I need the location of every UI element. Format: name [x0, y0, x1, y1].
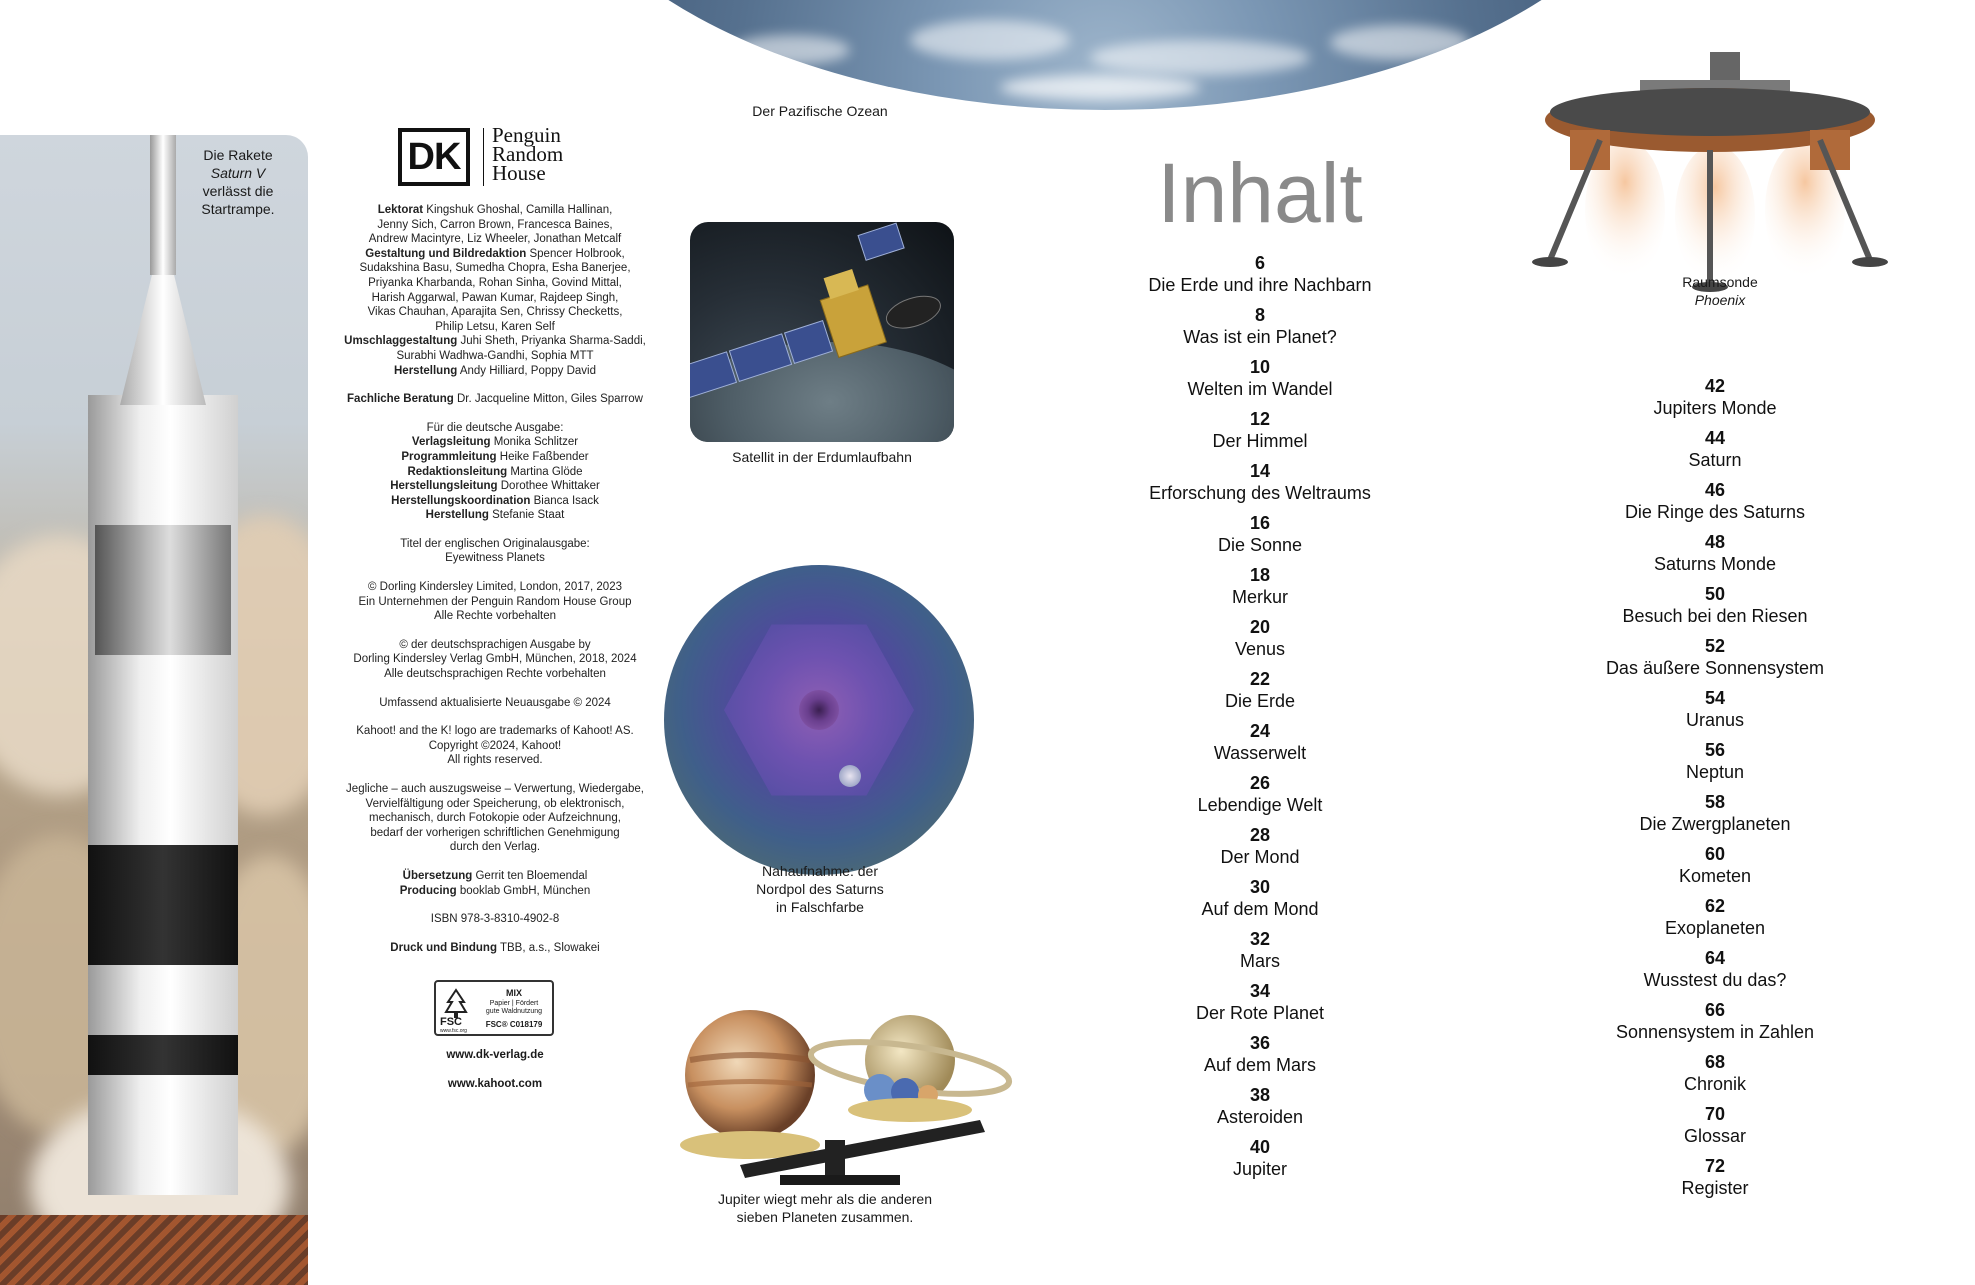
toc-page-number: 68: [1704, 1052, 1726, 1072]
toc-page-number: 62: [1704, 896, 1726, 916]
credits-names: Stefanie Staat: [488, 509, 565, 522]
toc-entry[interactable]: [1080, 304, 1440, 348]
credits-paragraph: [320, 724, 670, 768]
credits-names: Heike Faßbender: [496, 450, 589, 463]
toc-entry[interactable]: [1535, 1103, 1895, 1147]
credits-line: [320, 232, 670, 247]
toc-entry[interactable]: [1080, 1136, 1440, 1180]
credits-role: Fachliche Beratung: [347, 393, 454, 406]
toc-entry[interactable]: [1535, 687, 1895, 731]
credits-line: [320, 291, 670, 306]
toc-entry[interactable]: [1080, 928, 1440, 972]
credits-names: Priyanka Kharbanda, Rohan Sinha, Govind Mittal,: [368, 276, 622, 289]
credits-names: Eyewitness Planets: [445, 552, 545, 565]
toc-entry[interactable]: [1535, 739, 1895, 783]
toc-entry[interactable]: [1080, 564, 1440, 608]
toc-chapter-title: Lebendige Welt: [1197, 795, 1323, 815]
credits-names: Für die deutsche Ausgabe:: [426, 421, 564, 434]
credits-line: [320, 696, 670, 711]
credits-names: ISBN 978-3-8310-4902-8: [430, 913, 560, 926]
credits-names: Vikas Chauhan, Aparajita Sen, Chrissy Checketts,: [367, 306, 623, 319]
fsc-line1: Papier | Fördert: [489, 1000, 539, 1007]
toc-entry[interactable]: [1080, 356, 1440, 400]
rocket-caption: [182, 146, 294, 218]
credits-names: All rights reserved.: [447, 754, 543, 767]
rocket-caption-line: Startrampe.: [201, 201, 275, 217]
toc-chapter-title: Asteroiden: [1216, 1107, 1304, 1127]
credits-names: Vervielfältigung oder Speicherung, ob elektronisch,: [365, 797, 625, 810]
toc-chapter-title: Mars: [1240, 951, 1280, 971]
rocket-caption-line: Die Rakete: [203, 147, 273, 163]
toc-chapter-title: Jupiters Monde: [1653, 398, 1777, 418]
credits-line: [320, 667, 670, 682]
credits-line: [320, 218, 670, 233]
credits-names: Bianca Isack: [530, 494, 599, 507]
credits-line: [320, 580, 670, 595]
credits-paragraph: [320, 912, 670, 927]
toc-page-number: 54: [1704, 688, 1726, 708]
credits-line: [320, 652, 670, 667]
toc-entry[interactable]: [1080, 668, 1440, 712]
toc-page-number: 72: [1704, 1156, 1726, 1176]
credits-line: [320, 494, 670, 509]
toc-chapter-title: Die Sonne: [1217, 535, 1303, 555]
toc-chapter-title: Die Erde und ihre Nachbarn: [1148, 275, 1372, 295]
toc-chapter-title: Venus: [1234, 639, 1286, 659]
credits-line: [320, 261, 670, 276]
toc-entry[interactable]: [1080, 1084, 1440, 1128]
toc-page-number: 42: [1704, 376, 1726, 396]
toc-page-number: 34: [1249, 981, 1271, 1001]
credits-line: [320, 349, 670, 364]
fsc-mix: MIX: [505, 988, 522, 998]
fsc-logo: [434, 980, 554, 1036]
toc-chapter-title: Auf dem Mond: [1201, 899, 1319, 919]
credits-line: [320, 508, 670, 523]
toc-entry[interactable]: [1080, 252, 1440, 296]
toc-page-number: 52: [1704, 636, 1726, 656]
toc-entry[interactable]: [1080, 824, 1440, 868]
credits-names: Juhi Sheth, Priyanka Sharma-Saddi,: [457, 335, 646, 348]
toc-entry[interactable]: [1080, 616, 1440, 660]
caption-italic: Phoenix: [1694, 292, 1746, 308]
jupiter-scale-image: [680, 1000, 1020, 1190]
credits-line: [320, 320, 670, 335]
credits-line: [320, 551, 670, 566]
credits-names: Dorling Kindersley Verlag GmbH, München, 2018, 2024: [353, 653, 637, 666]
credits-names: © der deutschsprachigen Ausgabe by: [399, 638, 591, 651]
fsc-line2: gute Waldnutzung: [485, 1008, 543, 1015]
toc-chapter-title: Register: [1681, 1178, 1749, 1198]
credits-names: TBB, a.s., Slowakei: [496, 941, 600, 954]
credits-line: [320, 609, 670, 624]
toc-chapter-title: Der Himmel: [1212, 431, 1308, 451]
credits-names: Umfassend aktualisierte Neuausgabe © 2024: [379, 696, 611, 709]
credits-names: Surabhi Wadhwa-Gandhi, Sophia MTT: [396, 349, 594, 362]
toc-page-number: 66: [1704, 1000, 1726, 1020]
toc-chapter-title: Besuch bei den Riesen: [1622, 606, 1808, 626]
credits-role: Redaktionsleitung: [407, 465, 508, 478]
credits-names: Andy Hilliard, Poppy David: [457, 364, 596, 377]
credits-line: [320, 450, 670, 465]
credits-role: Herstellungsleitung: [390, 480, 498, 493]
toc-chapter-title: Uranus: [1685, 710, 1745, 730]
imprint-credits: [320, 203, 670, 969]
toc-entry[interactable]: [1535, 479, 1895, 523]
toc-page-number: 40: [1249, 1137, 1271, 1157]
toc-right-column: [1535, 375, 1895, 1207]
fsc-site: www.fsc.org: [440, 1028, 467, 1034]
toc-entry[interactable]: [1080, 772, 1440, 816]
toc-entry[interactable]: [1535, 635, 1895, 679]
toc-page-number: 22: [1249, 669, 1271, 689]
toc-chapter-title: Merkur: [1231, 587, 1288, 607]
toc-chapter-title: Jupiter: [1232, 1159, 1288, 1179]
toc-entry[interactable]: [1535, 531, 1895, 575]
toc-chapter-title: Erforschung des Weltraums: [1149, 483, 1371, 503]
toc-page-number: 46: [1704, 480, 1726, 500]
credits-line: [320, 537, 670, 552]
credits-line: [320, 638, 670, 653]
credits-names: Spencer Holbrook,: [526, 247, 625, 260]
credits-line: [320, 435, 670, 450]
credits-paragraph: [320, 392, 670, 407]
toc-chapter-title: Saturns Monde: [1653, 554, 1777, 574]
credits-line: [320, 247, 670, 262]
credits-role: Übersetzung: [402, 869, 473, 882]
toc-chapter-title: Die Erde: [1224, 691, 1296, 711]
credits-paragraph: [320, 203, 670, 378]
credits-names: Alle Rechte vorbehalten: [433, 610, 557, 623]
toc-page-number: 16: [1249, 513, 1271, 533]
credits-names: Andrew Macintyre, Liz Wheeler, Jonathan Metcalf: [368, 233, 622, 246]
caption-line: Raumsonde: [1682, 274, 1758, 290]
toc-page-number: 58: [1704, 792, 1726, 812]
credits-names: Alle deutschsprachigen Rechte vorbehalten: [384, 668, 606, 681]
credits-line: [320, 595, 670, 610]
rocket-caption-line: verlässt die: [202, 183, 274, 199]
toc-page-number: 10: [1249, 357, 1271, 377]
credits-line: [320, 392, 670, 407]
toc-entry[interactable]: [1535, 375, 1895, 419]
toc-page-number: 28: [1249, 825, 1271, 845]
credits-line: [320, 305, 670, 320]
toc-chapter-title: Auf dem Mars: [1203, 1055, 1317, 1075]
credits-line: [320, 203, 670, 218]
credits-line: [320, 941, 670, 956]
credits-paragraph: [320, 782, 670, 855]
kahoot-link[interactable]: www.kahoot.com: [447, 1078, 543, 1090]
toc-entry[interactable]: [1080, 876, 1440, 920]
toc-chapter-title: Das äußere Sonnensystem: [1605, 658, 1825, 678]
toc-chapter-title: Saturn: [1688, 450, 1742, 470]
credits-names: Kahoot! and the K! logo are trademarks of Kahoot! AS.: [356, 725, 634, 738]
satellite-image: [690, 222, 954, 442]
toc-chapter-title: Wasserwelt: [1213, 743, 1307, 763]
credits-line: [320, 364, 670, 379]
toc-chapter-title: Der Mond: [1220, 847, 1300, 867]
toc-page-number: 18: [1249, 565, 1271, 585]
jupiter-scale-caption: [680, 1190, 970, 1226]
credits-line: [320, 782, 670, 797]
credits-names: mechanisch, durch Fotokopie oder Aufzeichnung,: [369, 812, 621, 825]
credits-names: Ein Unternehmen der Penguin Random House Group: [358, 595, 632, 608]
prh-line: Penguin: [492, 123, 561, 147]
credits-role: Herstellungskoordination: [391, 494, 531, 507]
toc-left-column: [1080, 252, 1440, 1188]
credits-role: Herstellung: [394, 364, 458, 377]
credits-role: Herstellung: [425, 509, 489, 522]
toc-chapter-title: Was ist ein Planet?: [1183, 327, 1337, 347]
toc-page-number: 24: [1249, 721, 1271, 741]
toc-entry[interactable]: [1080, 1032, 1440, 1076]
toc-entry[interactable]: [1080, 512, 1440, 556]
caption-line: sieben Planeten zusammen.: [736, 1209, 914, 1225]
credits-paragraph: [320, 421, 670, 523]
pacific-caption: Der Pazifische Ozean: [752, 103, 888, 119]
saturn-v-rocket-image: [0, 135, 308, 1285]
toc-page-number: 26: [1249, 773, 1271, 793]
phoenix-caption: [1640, 273, 1800, 309]
toc-page-number: 38: [1249, 1085, 1271, 1105]
credits-line: [320, 797, 670, 812]
toc-page-number: 70: [1704, 1104, 1726, 1124]
toc-chapter-title: Die Ringe des Saturns: [1624, 502, 1806, 522]
credits-line: [320, 479, 670, 494]
credits-line: [320, 869, 670, 884]
credits-line: [320, 753, 670, 768]
toc-page-number: 64: [1704, 948, 1726, 968]
credits-line: [320, 421, 670, 436]
toc-entry[interactable]: [1535, 999, 1895, 1043]
credits-line: [320, 276, 670, 291]
credits-line: [320, 884, 670, 899]
toc-entry[interactable]: [1080, 460, 1440, 504]
credits-names: Dorothee Whittaker: [497, 480, 600, 493]
credits-names: Jegliche – auch auszugsweise – Verwertung, Wiedergabe,: [346, 783, 644, 795]
toc-entry[interactable]: [1535, 947, 1895, 991]
credits-paragraph: [320, 638, 670, 682]
toc-entry[interactable]: [1080, 720, 1440, 764]
logo-divider: [483, 128, 484, 186]
credits-role: Gestaltung und Bildredaktion: [365, 247, 527, 260]
toc-entry[interactable]: [1080, 980, 1440, 1024]
toc-page-number: 14: [1249, 461, 1271, 481]
caption-line: in Falschfarbe: [776, 899, 864, 915]
credits-paragraph: [320, 696, 670, 711]
credits-line: [320, 465, 670, 480]
toc-page-number: 8: [1254, 305, 1265, 325]
toc-entry[interactable]: [1535, 1155, 1895, 1199]
toc-chapter-title: Glossar: [1683, 1126, 1746, 1146]
credits-role: Programmleitung: [401, 450, 497, 463]
prh-line: House: [492, 161, 546, 185]
credits-paragraph: [320, 869, 670, 898]
fsc-brand: FSC: [440, 1016, 462, 1028]
credits-line: [320, 826, 670, 841]
credits-line: [320, 724, 670, 739]
toc-page-number: 50: [1704, 584, 1726, 604]
credits-names: Dr. Jacqueline Mitton, Giles Sparrow: [453, 393, 643, 406]
dk-logo: DK: [398, 128, 470, 186]
credits-names: bedarf der vorherigen schriftlichen Genehmigung: [370, 826, 620, 839]
toc-title: Inhalt: [1157, 146, 1363, 240]
saturn-north-pole-image: [664, 565, 974, 875]
toc-chapter-title: Der Rote Planet: [1195, 1003, 1325, 1023]
credits-names: Philip Letsu, Karen Self: [435, 320, 555, 333]
credits-paragraph: [320, 537, 670, 566]
credits-role: Verlagsleitung: [411, 436, 491, 449]
credits-paragraph: [320, 941, 670, 956]
credits-role: Producing: [399, 884, 457, 897]
credits-line: [320, 912, 670, 927]
toc-page-number: 30: [1249, 877, 1271, 897]
credits-names: Titel der englischen Originalausgabe:: [400, 537, 590, 550]
toc-page-number: 12: [1249, 409, 1271, 429]
credits-names: Martina Glöde: [507, 465, 583, 478]
saturn-pole-caption: [700, 862, 940, 916]
credits-line: [320, 840, 670, 855]
toc-entry[interactable]: [1535, 1051, 1895, 1095]
credits-names: durch den Verlag.: [449, 841, 541, 854]
toc-chapter-title: Wusstest du das?: [1643, 970, 1787, 990]
toc-chapter-title: Die Zwergplaneten: [1639, 814, 1791, 834]
toc-chapter-title: Exoplaneten: [1664, 918, 1766, 938]
credits-names: Monika Schlitzer: [490, 436, 579, 449]
toc-entry[interactable]: [1535, 791, 1895, 835]
toc-page-number: 36: [1249, 1033, 1271, 1053]
fsc-code: FSC® C018179: [485, 1020, 543, 1029]
caption-line: Nahaufnahme: der: [762, 863, 878, 879]
toc-page-number: 44: [1704, 428, 1726, 448]
penguin-random-house-logo: [492, 123, 612, 185]
earth-horizon-image: [530, 0, 1680, 110]
toc-chapter-title: Neptun: [1685, 762, 1745, 782]
toc-entry[interactable]: [1535, 895, 1895, 939]
dk-verlag-link[interactable]: www.dk-verlag.de: [446, 1049, 544, 1061]
toc-entry[interactable]: [1535, 583, 1895, 627]
toc-chapter-title: Sonnensystem in Zahlen: [1615, 1022, 1815, 1042]
toc-page-number: 20: [1249, 617, 1271, 637]
credits-names: Jenny Sich, Carron Brown, Francesca Baines,: [377, 218, 613, 231]
credits-names: Gerrit ten Bloemendal: [472, 869, 588, 882]
credits-role: Umschlaggestaltung: [344, 335, 458, 348]
toc-chapter-title: Welten im Wandel: [1187, 379, 1333, 399]
credits-paragraph: [320, 580, 670, 624]
caption-line: Nordpol des Saturns: [756, 881, 884, 897]
prh-line: Random: [492, 142, 564, 166]
toc-page-number: 6: [1254, 253, 1265, 273]
credits-line: [320, 739, 670, 754]
credits-line: [320, 334, 670, 349]
toc-entry[interactable]: [1535, 843, 1895, 887]
credits-names: Harish Aggarwal, Pawan Kumar, Rajdeep Singh,: [371, 291, 619, 304]
credits-names: Sudakshina Basu, Sumedha Chopra, Esha Banerjee,: [359, 262, 631, 275]
toc-chapter-title: Kometen: [1678, 866, 1752, 886]
toc-page-number: 56: [1704, 740, 1726, 760]
satellite-caption: Satellit in der Erdumlaufbahn: [732, 449, 912, 465]
rocket-caption-italic: Saturn V: [210, 165, 266, 181]
credits-line: [320, 811, 670, 826]
toc-chapter-title: Chronik: [1683, 1074, 1747, 1094]
toc-page-number: 32: [1249, 929, 1271, 949]
credits-role: Druck und Bindung: [390, 941, 497, 954]
credits-names: booklab GmbH, München: [456, 884, 591, 897]
credits-names: © Dorling Kindersley Limited, London, 2017, 2023: [368, 581, 622, 594]
credits-names: Kingshuk Ghoshal, Camilla Hallinan,: [423, 204, 613, 216]
toc-entry[interactable]: [1535, 427, 1895, 471]
toc-page-number: 48: [1704, 532, 1726, 552]
credits-role: Lektorat: [377, 204, 424, 216]
credits-names: Copyright ©2024, Kahoot!: [428, 739, 562, 752]
toc-page-number: 60: [1704, 844, 1726, 864]
caption-line: Jupiter wiegt mehr als die anderen: [717, 1191, 932, 1207]
toc-entry[interactable]: [1080, 408, 1440, 452]
phoenix-lander-image: [1510, 40, 1910, 300]
